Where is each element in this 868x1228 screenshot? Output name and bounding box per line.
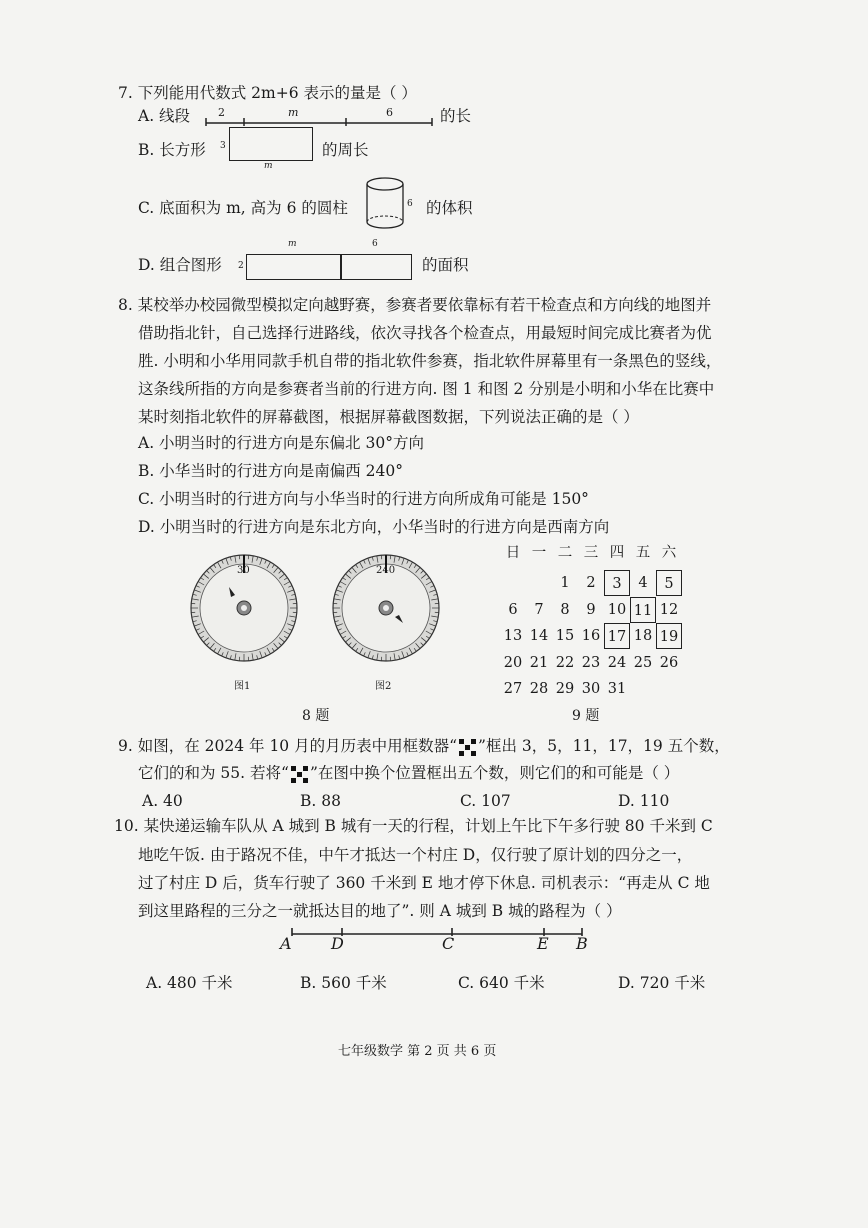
q7-option-d: D. 组合图形 (138, 256, 222, 274)
q9-line-1 (118, 733, 730, 760)
fig1-caption: 图1 (234, 681, 251, 692)
rectangle-figure (229, 127, 313, 161)
segment-label-m: m (288, 106, 299, 119)
q9-option-b: B. 88 (300, 792, 341, 810)
calendar-day: 27 (503, 681, 523, 697)
weekday-sun: 日 (505, 545, 521, 561)
q7-b-suffix: 的周长 (322, 141, 369, 159)
calendar-day-framed: 3 (604, 570, 630, 596)
calendar-day-framed: 17 (604, 623, 630, 649)
q9-line-2a: 它们的和为 55. 若将“ (138, 764, 289, 782)
calendar-week-row (500, 676, 690, 702)
q9-option-d: D. 110 (618, 792, 670, 810)
weekday-thu: 四 (609, 545, 625, 561)
q9-option-c: C. 107 (460, 792, 511, 810)
q8-option-b: B. 小华当时的行进方向是南偏西 240° (138, 462, 404, 480)
calendar-day: 31 (607, 681, 627, 697)
weekday-wed: 三 (583, 545, 599, 561)
composite-left-2: 2 (238, 261, 244, 271)
q7-option-c: C. 底面积为 m, 高为 6 的圆柱 (138, 199, 348, 217)
calendar-weekdays (500, 540, 690, 566)
q10-option-b: B. 560 千米 (300, 974, 387, 992)
calendar-day: 20 (503, 654, 523, 671)
calendar-day: 10 (607, 601, 627, 618)
q9-figure-label: 9 题 (572, 708, 600, 724)
q10-option-c: C. 640 千米 (458, 974, 545, 992)
q10-option-d: D. 720 千米 (618, 974, 706, 992)
q8-line-2: 借助指北针，自己选择行进路线，依次寻找各个检查点，用最短时间完成比赛者为优 (138, 324, 712, 342)
calendar-day: 22 (555, 654, 575, 671)
point-d: D (331, 934, 344, 953)
rect-bottom-label: m (264, 161, 273, 171)
calendar-day: 25 (633, 654, 653, 671)
calendar-day: 6 (508, 601, 518, 618)
calendar-day (500, 570, 526, 596)
counter-frame-icon (458, 738, 477, 757)
point-b: B (576, 934, 588, 953)
q7-option-a: A. 线段 (138, 107, 191, 125)
rect-side-label: 3 (220, 141, 226, 151)
q10-line-3: 过了村庄 D 后，货车行驶了 360 千米到 E 地才停下休息. 司机表示：“再走从 C 地 (138, 874, 710, 892)
q7-d-suffix: 的面积 (422, 256, 469, 274)
calendar-day: 13 (503, 628, 523, 644)
calendar-week-row (500, 623, 690, 649)
q8-line-1: 8. 某校举办校园微型模拟定向越野赛，参赛者要依靠标有若干检查点和方向线的地图并 (118, 296, 712, 314)
q9-line-2b: ”在图中换个位置框出五个数，则它们的和可能是（ ） (309, 764, 680, 782)
calendar-day (526, 570, 552, 596)
calendar-day-framed: 11 (630, 597, 656, 623)
q8-figure-label: 8 题 (302, 708, 330, 724)
calendar-day: 7 (534, 601, 544, 618)
q8-line-3: 胜. 小明和小华用同款手机自带的指北软件参赛，指北软件屏幕里有一条黑色的竖线， (138, 352, 722, 370)
point-c: C (442, 934, 455, 953)
counter-frame-icon (290, 765, 309, 784)
compass-figure-1 (189, 553, 299, 663)
calendar-day: 26 (659, 654, 679, 671)
q8-line-5: 某时刻指北软件的屏幕截图，根据屏幕截图数据，下列说法正确的是（ ） (138, 408, 639, 426)
q7-stem: 7. 下列能用代数式 2m+6 表示的量是（ ） (118, 84, 417, 102)
q8-option-c: C. 小明当时的行进方向与小华当时的行进方向所成角可能是 150° (138, 490, 589, 508)
calendar-day: 30 (581, 681, 601, 697)
calendar-day: 21 (529, 654, 549, 671)
segment-label-2: 2 (218, 106, 225, 119)
weekday-fri: 五 (635, 545, 651, 561)
calendar-day: 2 (586, 575, 596, 591)
calendar-day: 8 (560, 601, 570, 618)
calendar-week-row (500, 597, 690, 623)
calendar-day: 28 (529, 681, 549, 697)
cylinder-height-label: 6 (407, 199, 413, 209)
composite-rect-m (246, 254, 342, 280)
q10-line-4: 到这里路程的三分之一就抵达目的地了”. 则 A 城到 B 城的路程为（ ） (138, 902, 622, 920)
q10-line-1: 10. 某快递运输车队从 A 城到 B 城有一天的行程，计划上午比下午多行驶 80 千米到 C (114, 817, 713, 835)
composite-top-6: 6 (372, 239, 378, 249)
q9-line-2 (138, 760, 679, 787)
q8-option-d: D. 小明当时的行进方向是东北方向，小华当时的行进方向是西南方向 (138, 518, 610, 536)
q7-a-suffix: 的长 (440, 107, 472, 125)
calendar-day: 14 (529, 628, 549, 644)
calendar-day (656, 676, 682, 702)
q7-c-suffix: 的体积 (426, 199, 473, 217)
compass2-top-reading: 240 (376, 565, 396, 576)
calendar-day-framed: 5 (656, 570, 682, 596)
calendar-day: 9 (586, 601, 596, 618)
q8-line-4: 这条线所指的方向是参赛者当前的行进方向. 图 1 和图 2 分别是小明和小华在比赛中 (138, 380, 715, 398)
route-diagram (278, 922, 598, 962)
q9-option-a: A. 40 (142, 792, 183, 810)
point-a: A (280, 934, 292, 953)
q10-option-a: A. 480 千米 (146, 974, 233, 992)
compass-figure-2 (331, 553, 441, 663)
q10-line-2: 地吃午饭. 由于路况不佳，中午才抵达一个村庄 D，仅行驶了原计划的四分之一， (138, 846, 693, 864)
calendar-day: 1 (560, 575, 570, 591)
calendar-day: 24 (607, 654, 627, 671)
compass1-top-reading: 30 (237, 565, 250, 576)
page-footer: 七年级数学 第 2 页 共 6 页 (338, 1044, 497, 1059)
point-e: E (537, 934, 549, 953)
calendar-day: 16 (581, 628, 601, 644)
calendar-day-framed: 19 (656, 623, 682, 649)
calendar-week-row (500, 570, 690, 596)
composite-rect-6 (340, 254, 412, 280)
q8-option-a: A. 小明当时的行进方向是东偏北 30°方向 (138, 434, 424, 452)
calendar-day: 12 (659, 601, 679, 618)
calendar-day: 4 (638, 575, 648, 591)
q7-option-b: B. 长方形 (138, 141, 206, 159)
calendar-day: 15 (555, 628, 575, 644)
weekday-tue: 二 (557, 545, 573, 561)
calendar-week-row (500, 650, 690, 676)
q9-line-1b: ”框出 3，5，11，17，19 五个数， (478, 737, 730, 755)
calendar-day: 23 (581, 654, 601, 671)
q9-line-1a: 9. 如图，在 2024 年 10 月的月历表中用框数器“ (118, 737, 458, 755)
composite-top-m: m (288, 239, 297, 249)
fig2-caption: 图2 (375, 681, 392, 692)
calendar-day: 18 (633, 628, 653, 644)
weekday-mon: 一 (531, 545, 547, 561)
calendar-day: 29 (555, 681, 575, 697)
calendar-day (630, 676, 656, 702)
segment-label-6: 6 (386, 106, 393, 119)
weekday-sat: 六 (661, 545, 677, 561)
